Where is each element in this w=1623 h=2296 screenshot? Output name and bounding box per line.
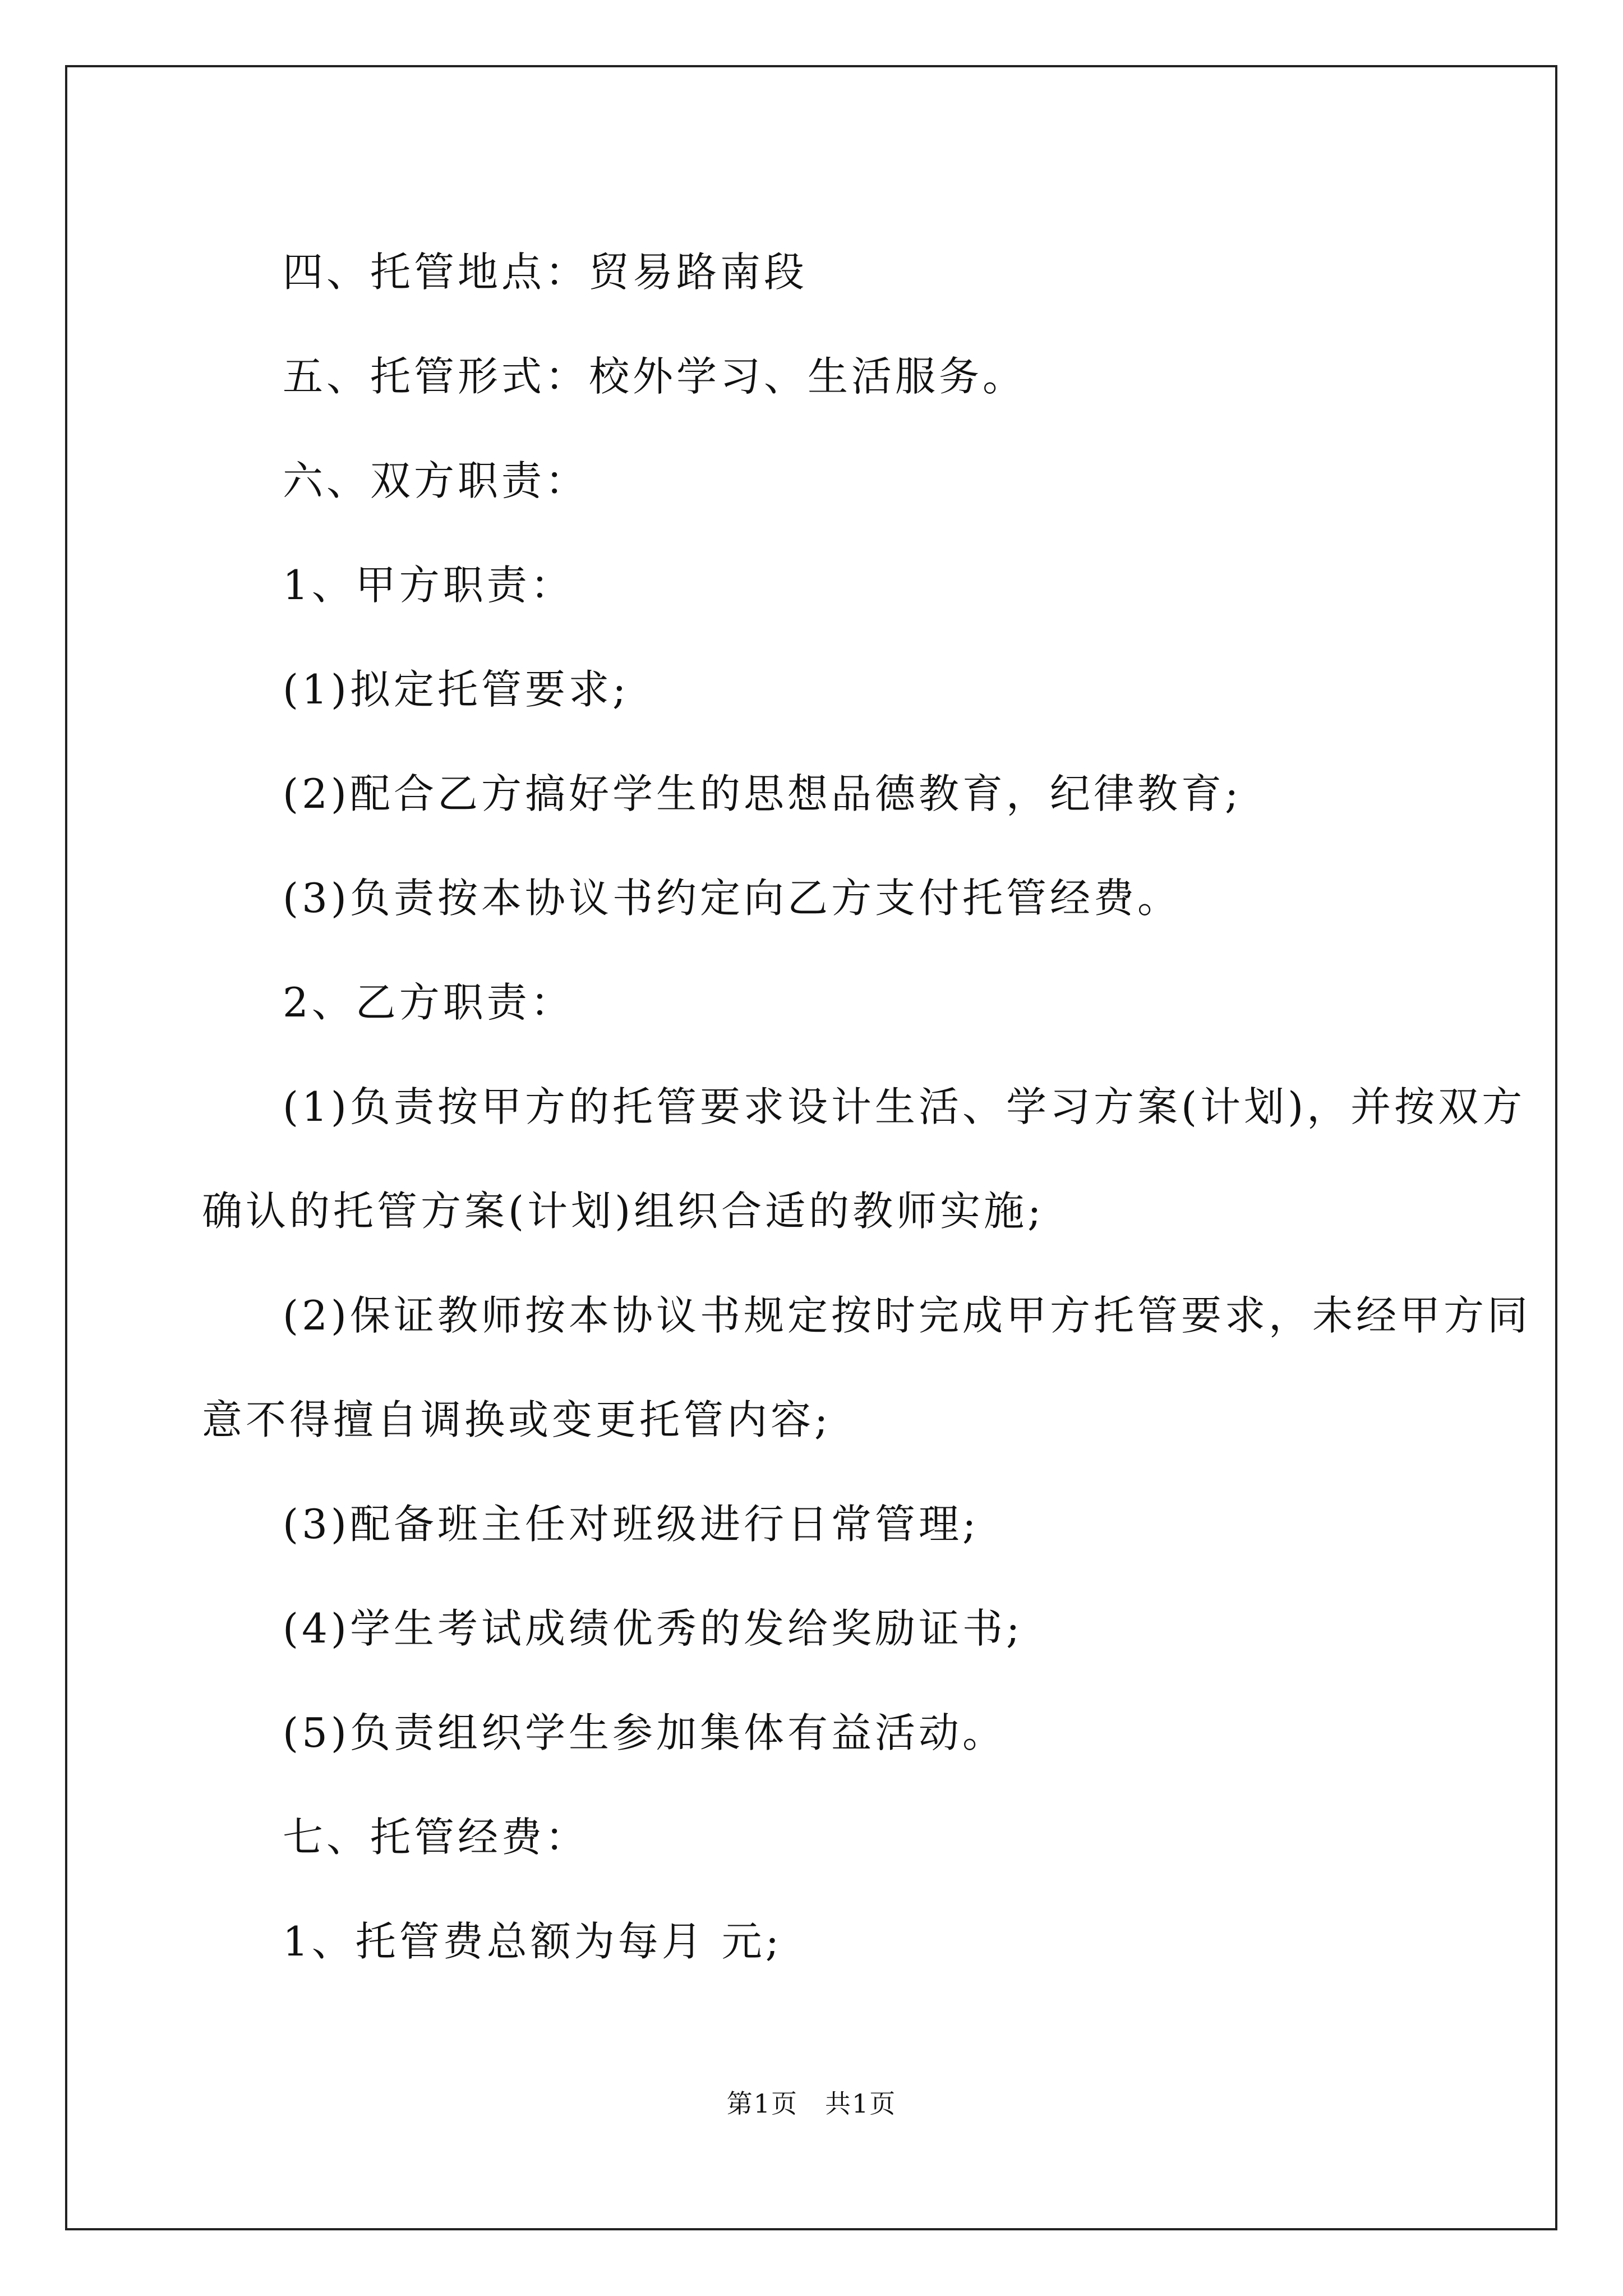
paragraph-location: 四、托管地点：贸易路南段 [283,249,808,296]
paragraph-party-a-item-1: (1)拟定托管要求; [283,666,630,713]
paragraph-party-b-item-2-line-1: (2)保证教师按本协议书规定按时完成甲方托管要求，未经甲方同 [283,1292,1531,1339]
paragraph-fees-item-1: 1、托管费总额为每月 元; [283,1918,782,1965]
paragraph-party-a-item-2: (2)配合乙方搞好学生的思想品德教育，纪律教育; [283,770,1242,817]
paragraph-form: 五、托管形式：校外学习、生活服务。 [283,353,1027,400]
paragraph-party-b-item-4: (4)学生考试成绩优秀的发给奖励证书; [283,1605,1023,1652]
paragraph-party-b-item-1-line-2: 确认的托管方案(计划)组织合适的教师实施; [202,1188,1045,1235]
paragraph-party-a-item-3: (3)负责按本协议书约定向乙方支付托管经费。 [283,875,1181,922]
document-body [202,220,1531,1994]
paragraph-party-a-heading: 1、甲方职责： [283,562,574,609]
paragraph-duties-heading: 六、双方职责： [283,457,589,504]
paragraph-party-b-heading: 2、乙方职责： [283,979,574,1026]
paragraph-party-b-item-1-line-1: (1)负责按甲方的托管要求设计生活、学习方案(计划)，并按双方 [283,1083,1526,1130]
paragraph-party-b-item-2-line-2: 意不得擅自调换或变更托管内容; [202,1396,832,1443]
paragraph-party-b-item-5: (5)负责组织学生参加集体有益活动。 [283,1709,1006,1756]
paragraph-party-b-item-3: (3)配备班主任对班级进行日常管理; [283,1501,980,1548]
paragraph-fees-heading: 七、托管经费： [283,1814,589,1861]
page-footer: 第1页 共1页 [726,2088,897,2119]
